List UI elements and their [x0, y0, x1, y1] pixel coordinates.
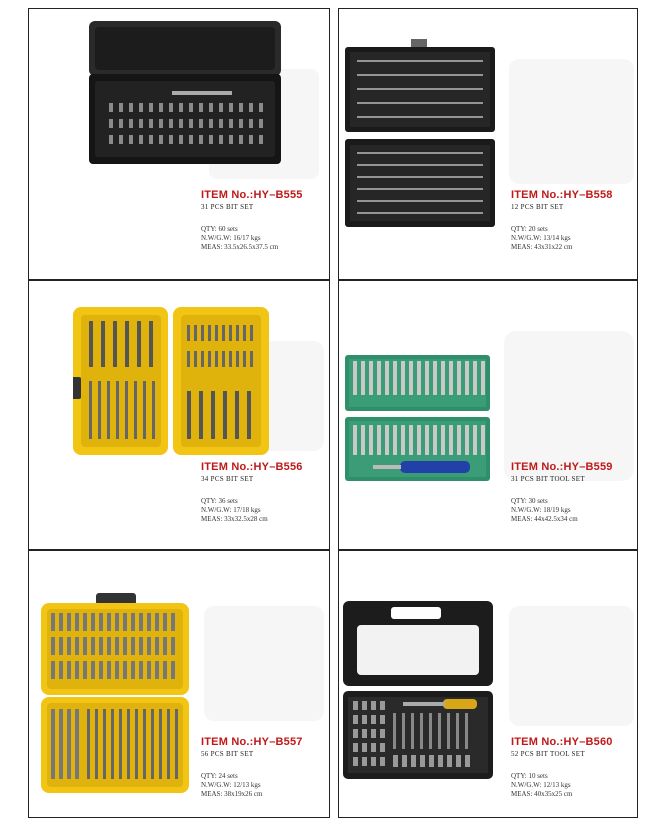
product-image-yellow-bit-case — [73, 301, 273, 461]
item-qty: QTY: 60 sets — [201, 225, 238, 233]
item-qty: QTY: 30 sets — [511, 497, 548, 505]
product-card-hy-b560 — [338, 550, 638, 818]
item-title: ITEM No.:HY–B557 — [201, 736, 303, 748]
item-title: ITEM No.:HY–B559 — [511, 461, 613, 473]
item-meas: MEAS: 33.5x26.5x37.5 cm — [201, 243, 279, 251]
product-image-black-bit-case — [87, 19, 287, 169]
item-weight: N.W/G.W: 13/14 kgs — [511, 234, 571, 242]
product-image-long-bit-case — [345, 39, 497, 229]
item-description: 34 PCS BIT SET — [201, 475, 254, 483]
item-weight: N.W/G.W: 18/19 kgs — [511, 506, 571, 514]
item-description: 56 PCS BIT SET — [201, 750, 254, 758]
item-weight: N.W/G.W: 12/13 kgs — [201, 781, 261, 789]
item-title: ITEM No.:HY–B555 — [201, 189, 303, 201]
item-weight: N.W/G.W: 12/13 kgs — [511, 781, 571, 789]
item-meas: MEAS: 40x35x25 cm — [511, 790, 573, 798]
product-image-yellow-56pc-case — [41, 593, 191, 798]
item-qty: QTY: 36 sets — [201, 497, 238, 505]
item-description: 31 PCS BIT SET — [201, 203, 254, 211]
item-weight: N.W/G.W: 17/18 kgs — [201, 506, 261, 514]
item-meas: MEAS: 44x42.5x34 cm — [511, 515, 578, 523]
item-meas: MEAS: 33x32.5x28 cm — [201, 515, 268, 523]
item-title: ITEM No.:HY–B560 — [511, 736, 613, 748]
product-card-hy-b557 — [28, 550, 330, 818]
product-card-hy-b559 — [338, 280, 638, 550]
product-card-hy-b558 — [338, 8, 638, 280]
item-description: 12 PCS BIT SET — [511, 203, 564, 211]
product-image-black-bit-tool-case — [343, 601, 495, 781]
item-title: ITEM No.:HY–B558 — [511, 189, 613, 201]
item-meas: MEAS: 38x19x26 cm — [201, 790, 263, 798]
item-qty: QTY: 20 sets — [511, 225, 548, 233]
product-card-hy-b556 — [28, 280, 330, 550]
item-qty: QTY: 24 sets — [201, 772, 238, 780]
item-description: 31 PCS BIT TOOL SET — [511, 475, 585, 483]
item-title: ITEM No.:HY–B556 — [201, 461, 303, 473]
item-meas: MEAS: 43x31x22 cm — [511, 243, 573, 251]
product-image-green-bit-tool-case — [345, 355, 495, 483]
product-card-hy-b555 — [28, 8, 330, 280]
item-qty: QTY: 10 sets — [511, 772, 548, 780]
catalog-grid — [28, 8, 638, 818]
item-weight: N.W/G.W: 16/17 kgs — [201, 234, 261, 242]
item-description: 52 PCS BIT TOOL SET — [511, 750, 585, 758]
